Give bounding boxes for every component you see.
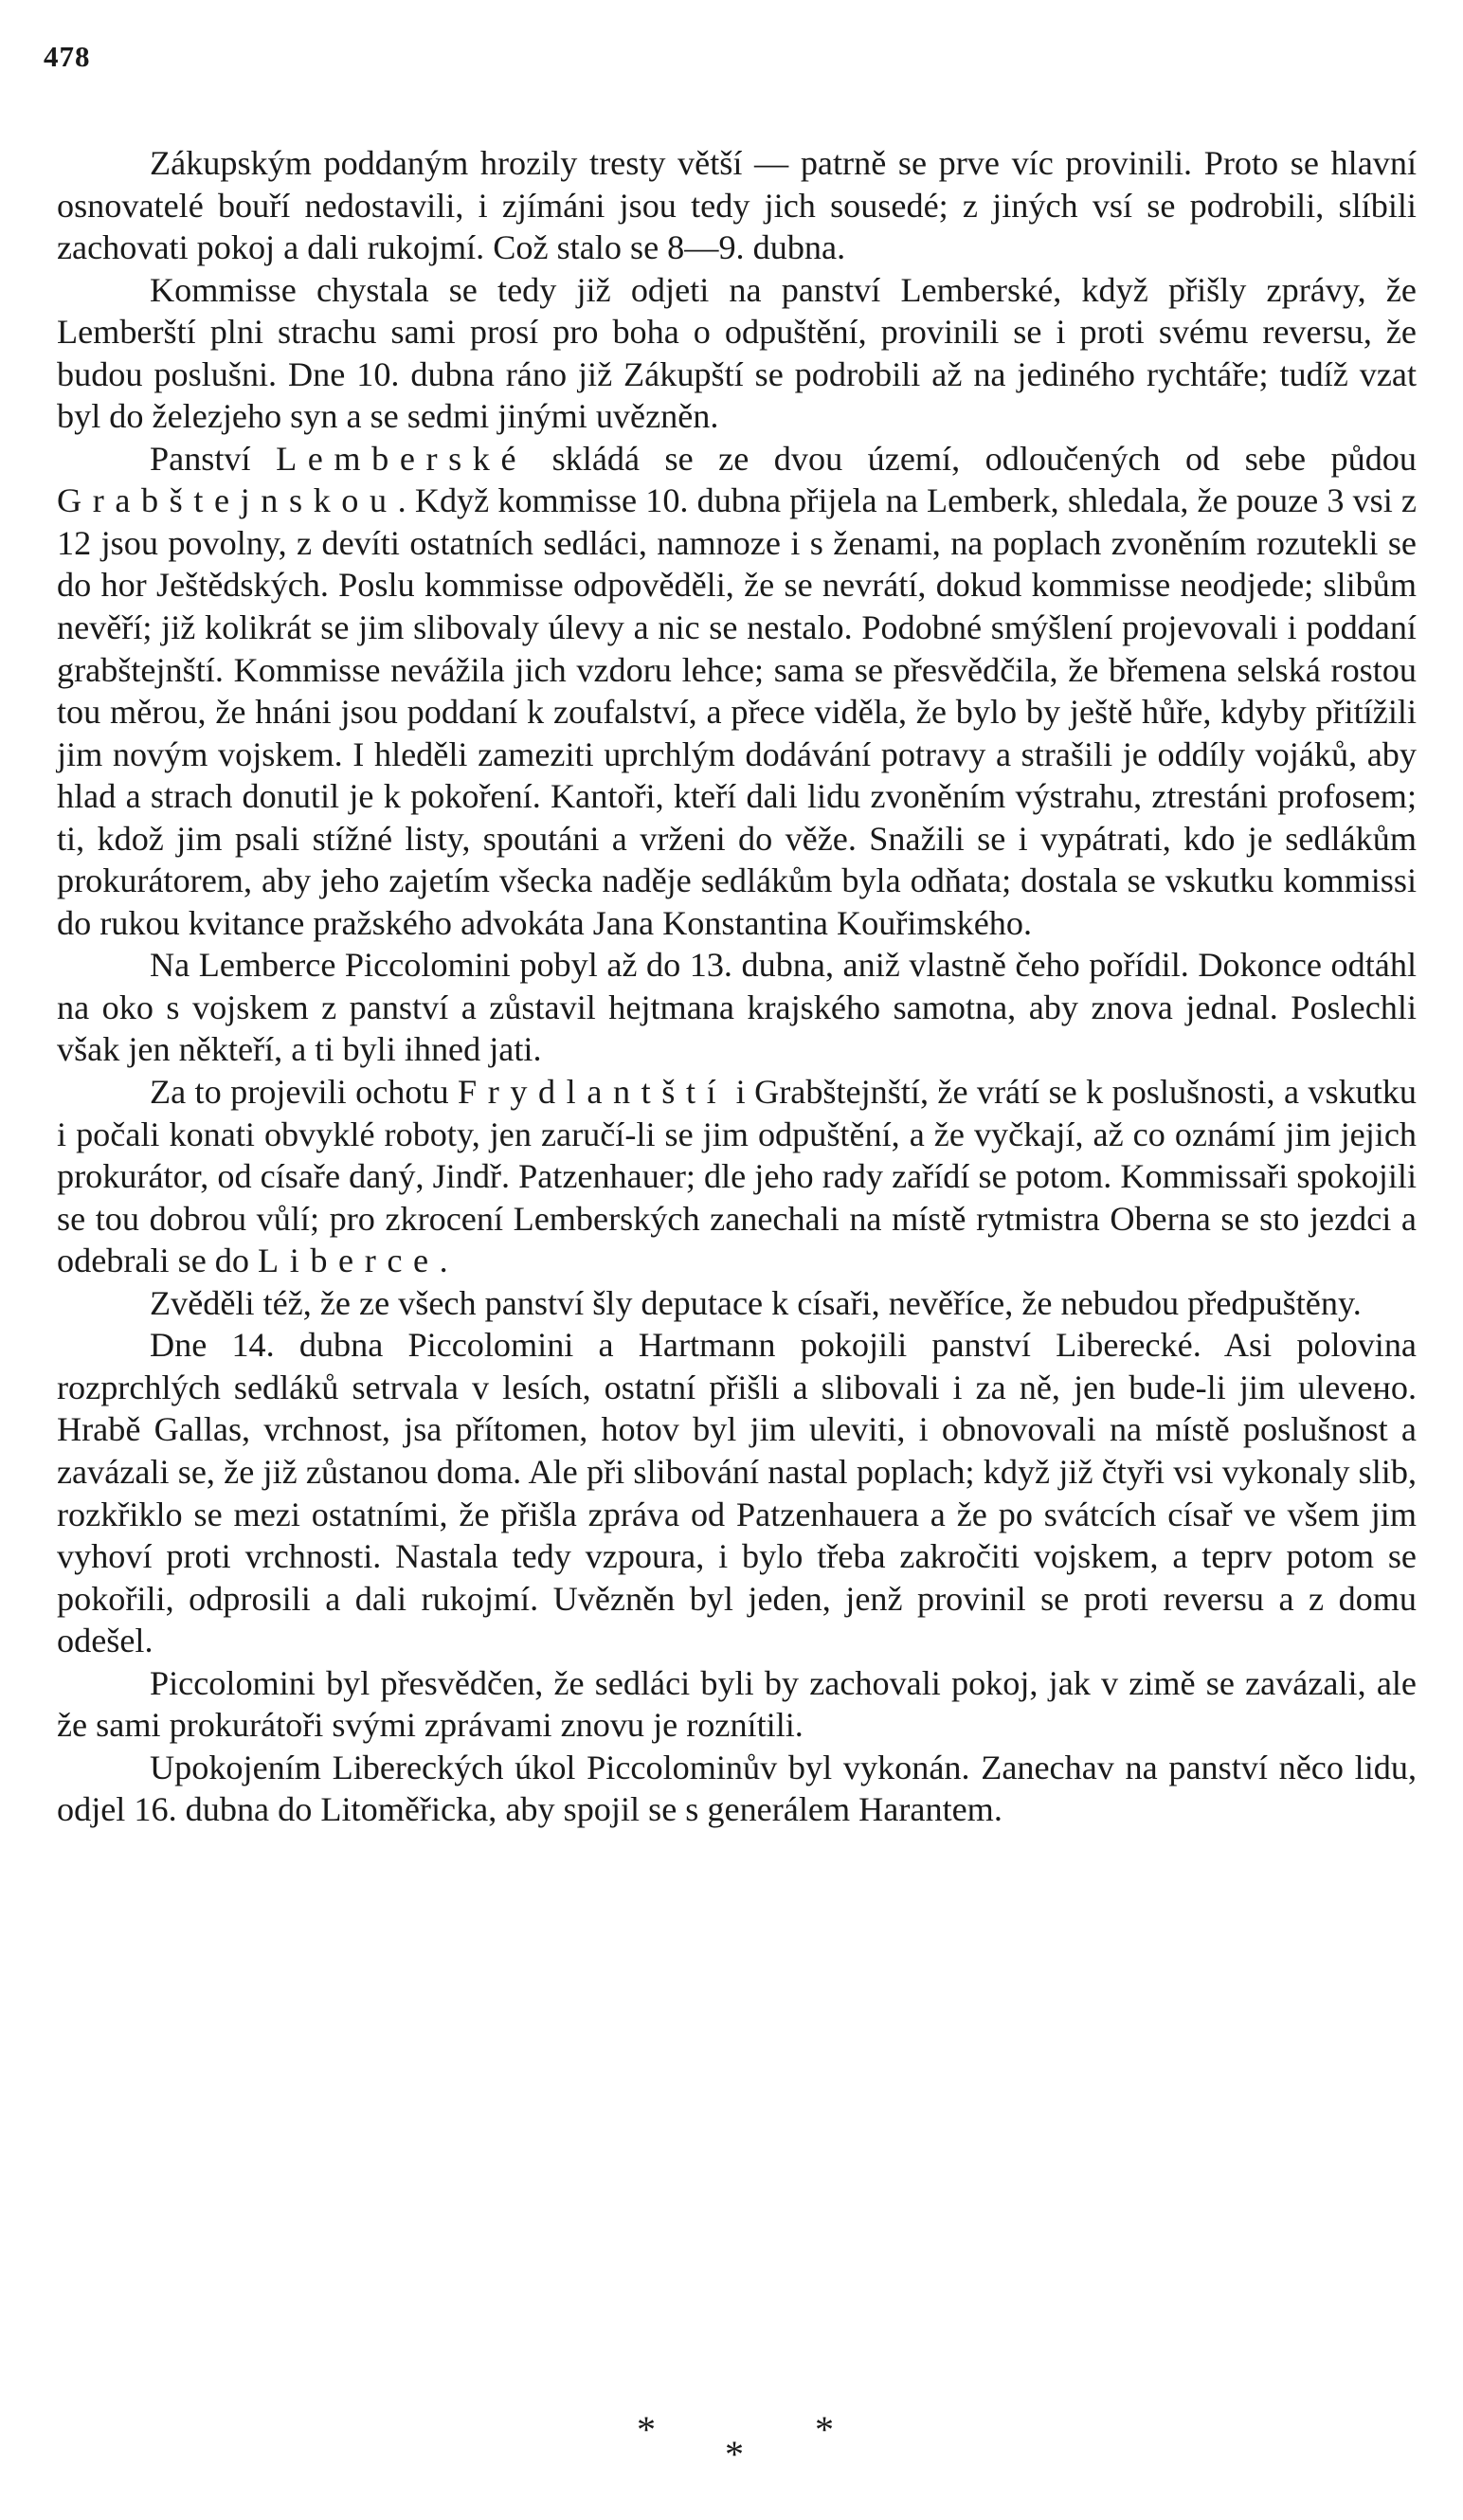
paragraph-text: Zvěděli též, že ze všech panství šly deputace k císaři, nevěříce, že nebudou předpuštěny. <box>150 1283 1362 1322</box>
paragraph-text: Zákupským poddaným hrozily tresty větší — patrně se prve víc provinili. Proto se hlavní osnovatelé bouří nedostavili, i zjímáni jsou tedy jich sousedé; z jiných vsí se podrobili, slíbili zachovati pokoj a dali rukojmí. Což stalo se 8—9. dubna. <box>57 144 1417 267</box>
asterisk-separator: * <box>637 2408 656 2451</box>
spaced-proper-name: Frydlantští <box>457 1073 728 1112</box>
paragraph-text: Na Lemberce Piccolomini pobyl až do 13. dubna, aniž vlastně čeho pořídil. Dokonce odtáhl na oko s vojskem z panství a zůstavil hejtmana krajského samotna, aby znova jednal. Poslechli však jen někteří, a ti byli ihned jati. <box>57 946 1417 1069</box>
paragraph <box>57 142 1417 269</box>
paragraph-text: . <box>439 1242 448 1280</box>
paragraph <box>57 269 1417 438</box>
paragraph-text: i Grabštejnští, že vrátí se k poslušnosti, a vskutku i počali konati obvyklé roboty, jen zaručí-li se jim odpuštění, a že vyčkají, až co oznámí jim jejich prokurátor, od císaře daný, Jindř. Patzenhauer; dle jeho rady zařídí se potom. Kommissaři spokojili se tou dobrou vůlí; pro zkrocení Lemberských zanechali na místě rytmistra Oberna se sto jezdci a odebrali se do <box>57 1073 1417 1280</box>
paragraph-text: Za to projevili ochotu <box>150 1073 458 1112</box>
paragraph-text: Dne 14. dubna Piccolomini a Hartmann pokojili panství Liberecké. Asi polovina rozprchlých sedláků setrvala v lesích, ostatní přišli a slibovali i za ně, jen bude-li jim ulevено. Hrabě Gallas, vrchnost, jsa přítomen, hotov byl jim uleviti, i obnovovali na místě poslušnost a zavázali se, že již zůstanou doma. Ale při slibování nastal poplach; když již čtyři vsi vykonaly slib, rozkřiklo se mezi ostatními, že přišla zpráva od Patzenhauera a že po svátcích císař ve všem jim vyhoví proti vrchnosti. Nastala tedy vzpoura, i bylo třeba zakročiti vojskem, a teprv potom se pokořili, odprosili a dali rukojmí. Uvězněn byl jeden, jenž provinil se proti reversu a z domu odešel. <box>57 1326 1417 1660</box>
paragraph-text: . Když kommisse 10. dubna přijela na Lemberk, shledala, že pouze 3 vsi z 12 jsou povolny, z devíti ostatních sedláci, namnoze i s ženami, na poplach zvoněním rozutekli se do hor Ještědských. Poslu kommisse odpověděli, že se nevrátí, dokud kommisse neodjede; slibům nevěří; již kolikrát se jim slibovaly úlevy a nic se nestalo. Podobné smýšlení projevovali i poddaní grabštejnští. Kommisse nevážila jich vzdoru lehce; sama se přesvědčila, že břemena selská rostou tou měrou, že hnáni jsou poddaní k zoufalství, a přece viděla, že bylo by ještě hůře, kdyby přitížili jim novým vojskem. I hleděli zameziti uprchlým dodávání potravy a strašili je oddíly vojáků, aby hlad a strach donutil je k pokoření. Kantoři, kteří dali lidu zvoněním výstrahu, ztrestáni profosem; ti, kdož jim psali stížné listy, spoutáni a vrženi do věže. Snažili se i vypátrati, kdo je sedlákům prokurátorem, aby jeho zajetím všecka naděje sedlákům byla odňata; dostala se vskutku kommissi do rukou kvitance pražského advokáta Jana Konstantina Kouřimského. <box>57 481 1417 942</box>
paragraph <box>57 1324 1417 1661</box>
section-separator <box>0 2408 1463 2506</box>
asterisk-separator: * <box>815 2408 834 2451</box>
paragraph-text: Kommisse chystala se tedy již odjeti na panství Lemberské, když přišly zprávy, že Lemberští plni strachu sami prosí pro boha o odpuštění, provinili se i proti svému reversu, že budou poslušni. Dne 10. dubna ráno již Zákupští se podrobili až na jediného rychtáře; tudíž vzat byl do železjeho syn a se sedmi jinými uvězněn. <box>57 270 1417 436</box>
paragraph <box>57 1747 1417 1831</box>
paragraph <box>57 944 1417 1071</box>
paragraph <box>57 1662 1417 1747</box>
paragraph-text: Piccolomini byl přesvědčen, že sedláci byli by zachovali pokoj, jak v zimě se zavázali, ale že sami prokurátoři svými zprávami znovu je roznítili. <box>57 1663 1417 1745</box>
text-body <box>57 142 1417 1831</box>
paragraph <box>57 1282 1417 1325</box>
spaced-proper-name: Grabštejnskou <box>57 481 398 520</box>
paragraph-text: Panství <box>150 439 277 478</box>
page-number: 478 <box>44 40 91 73</box>
paragraph-text: skládá se ze dvou území, odloučených od sebe půdou <box>527 439 1417 478</box>
paragraph <box>57 1071 1417 1282</box>
spaced-proper-name: Lemberské <box>276 439 528 478</box>
paragraph <box>57 438 1417 945</box>
paragraph-text: Upokojením Libereckých úkol Piccolominův byl vykonán. Zanechav na panství něco lidu, odjel 16. dubna do Litoměřicka, aby spojil se s generálem Harantem. <box>57 1748 1417 1829</box>
spaced-proper-name: Liberce <box>258 1242 440 1280</box>
asterisk-separator: * <box>725 2433 744 2475</box>
